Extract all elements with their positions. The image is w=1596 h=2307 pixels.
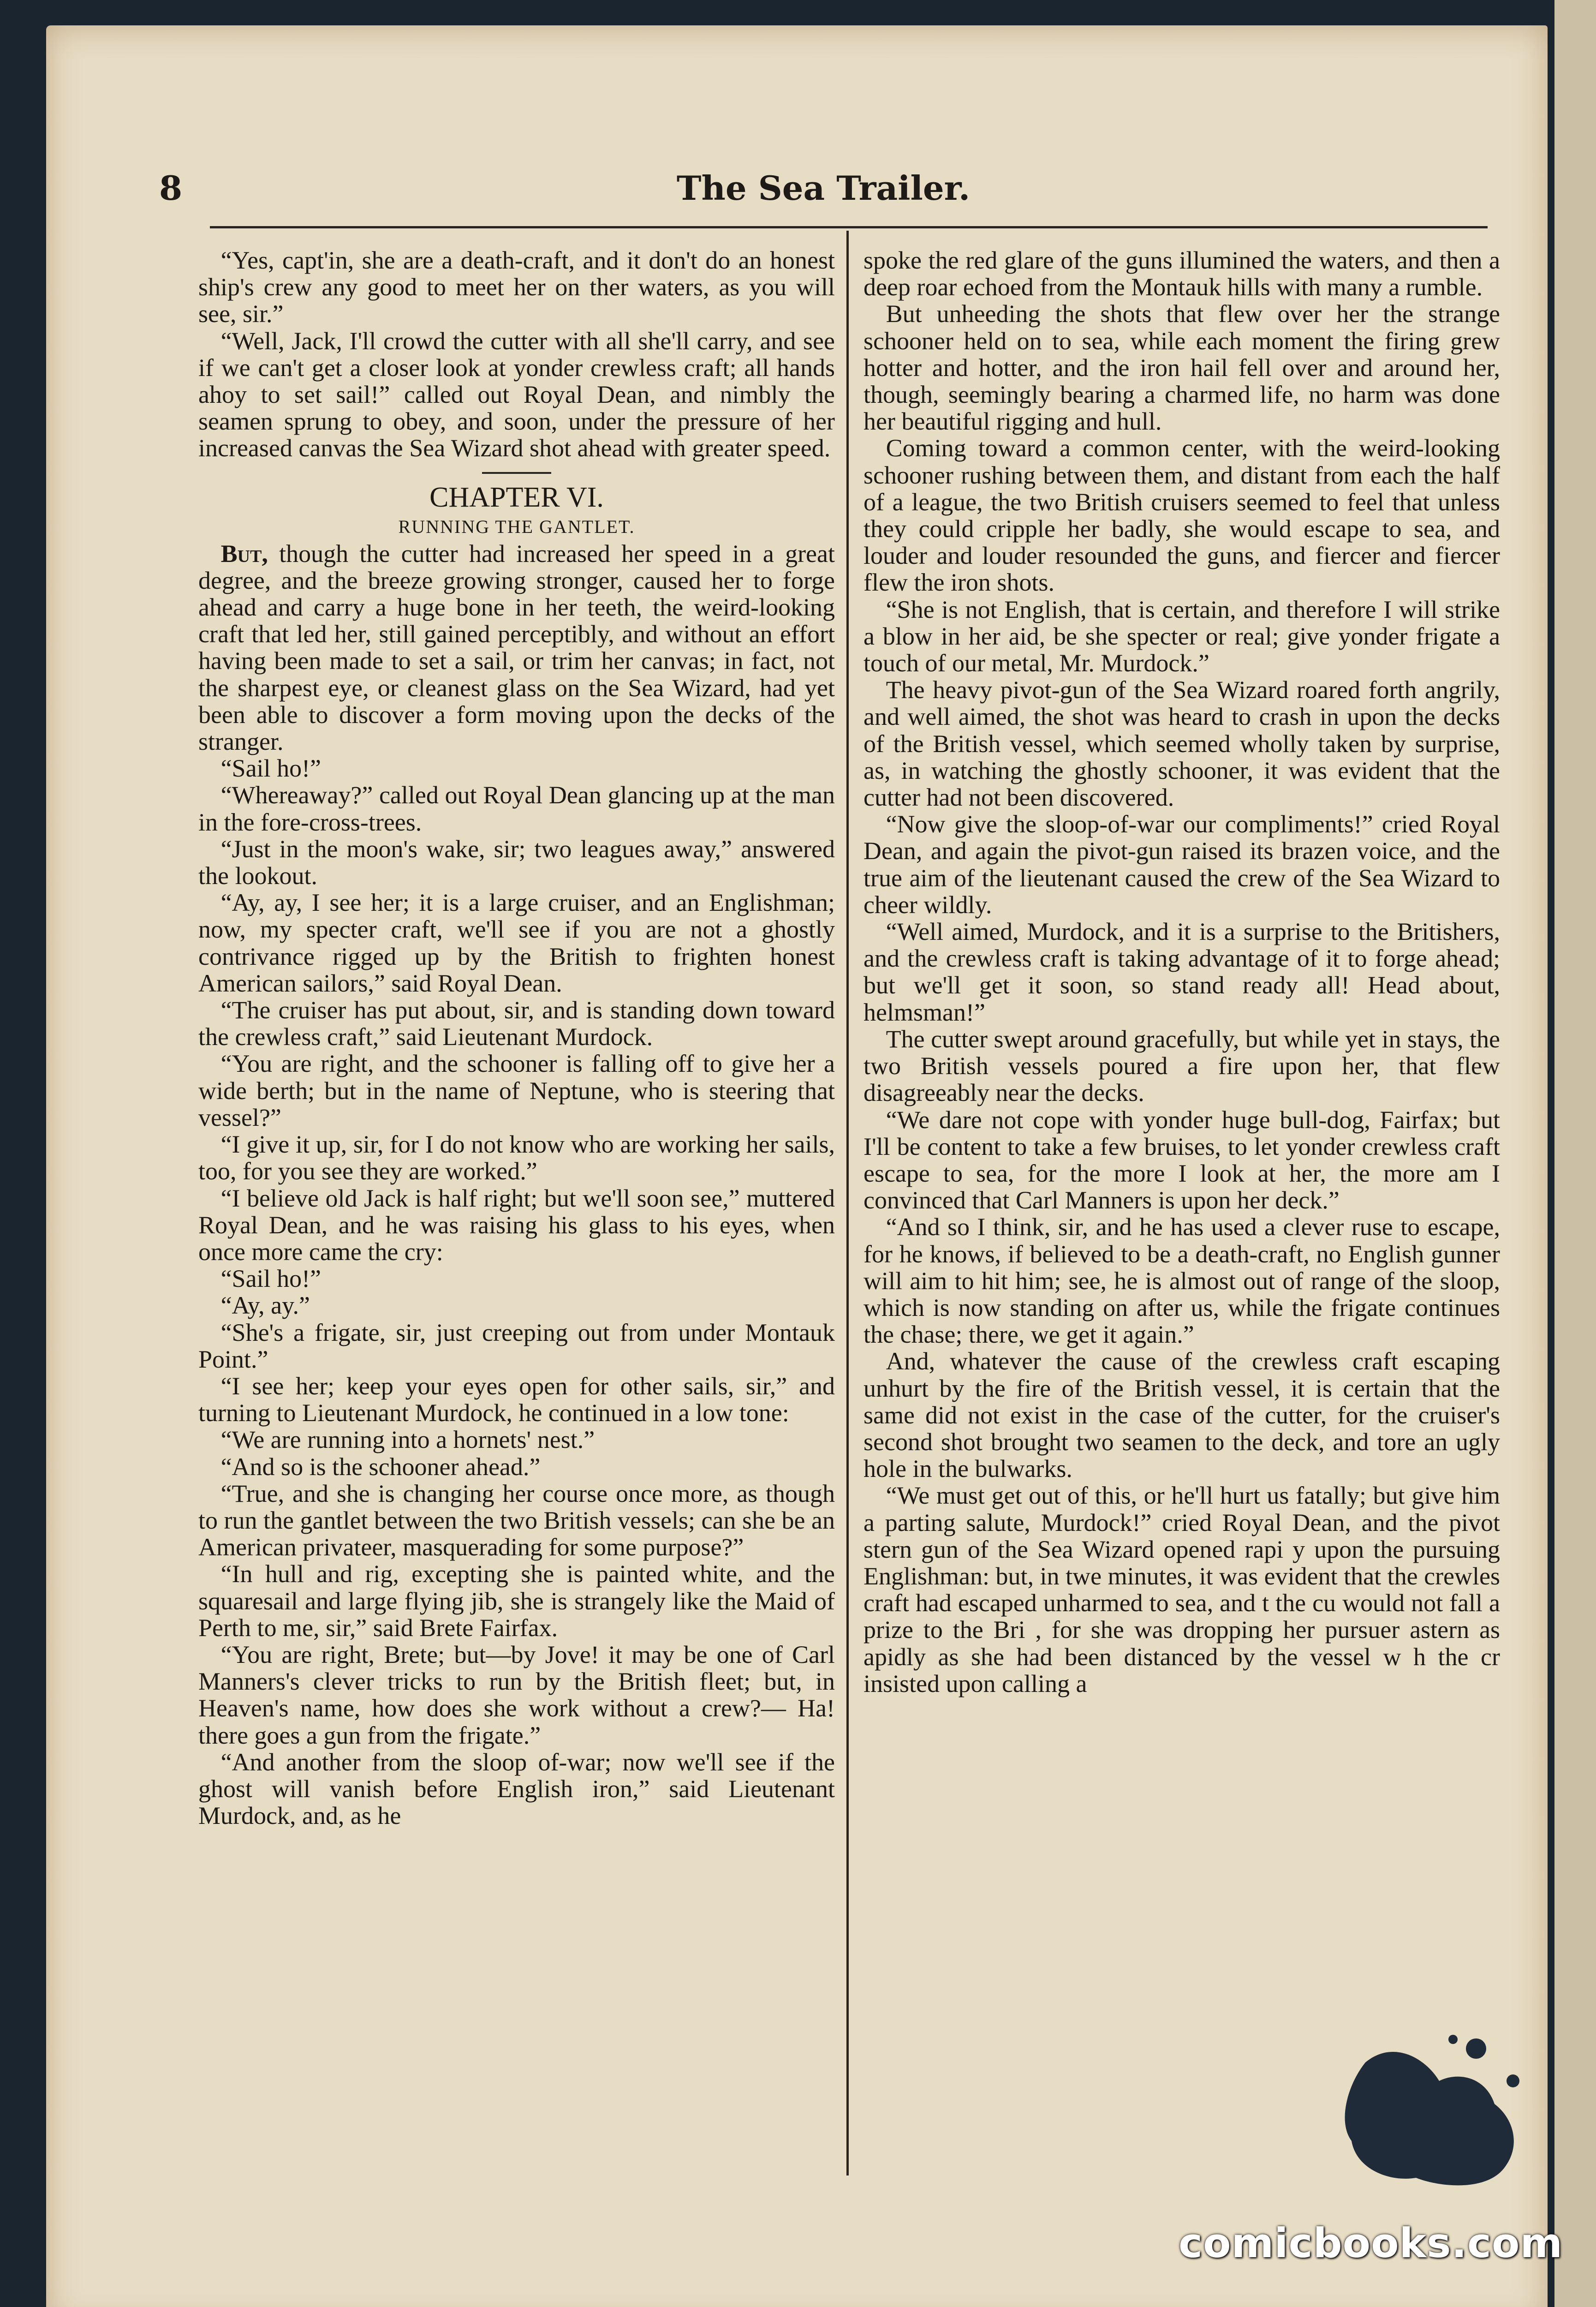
paragraph: “You are right, Brete; but—by Jove! it may be one of Carl Manners's clever tricks to run by the British fleet; but, in Heaven's name, how does she work without a crew?— Ha! there goes a gun from the frigate.” [198,1640,835,1749]
page-number: 8 [159,168,183,208]
chapter-heading: CHAPTER VI. [429,481,604,513]
paragraph: “I see her; keep your eyes open for other sails, sir,” and turning to Lieutenant Murdock, he continued in a low tone: [198,1372,835,1427]
paragraph: “Whereaway?” called out Royal Dean glancing up at the man in the fore-cross-trees. [198,781,835,836]
paragraph: But unheeding the shots that flew over her the strange schooner held on to sea, while each moment the firing grew hotter and hotter, and the iron hail fell over and around her, though, seemingly bearing a charmed life, no harm was done her beautiful rigging and hull. [864,300,1500,436]
ink-stain [1338,2030,1531,2196]
paragraph: “We dare not cope with yonder huge bull-dog, Fairfax; but I'll be content to take a few bruises, to let yonder crewless craft escape to sea, for the more I look at her, the more am I convinced that Carl Manners is upon her deck.” [864,1106,1500,1214]
paragraph: “In hull and rig, excepting she is painted white, and the squaresail and large flying jib, she is strangely like the Maid of Perth to me, sir,” said Brete Fairfax. [198,1560,835,1642]
paragraph: Coming toward a common center, with the weird-looking schooner rushing between them, and distant from each the half of a league, the two British cruisers seemed to feel that unless they could cripple her badly, she would escape to sea, and louder and louder resounded the guns, and fiercer and fiercer flew the iron shots. [864,434,1500,597]
chapter-subtitle: RUNNING THE GANTLET. [398,516,635,537]
paragraph: “Yes, capt'in, she are a death-craft, and it don't do an honest ship's crew any good to meet her on ther waters, as you will see, sir.” [198,246,835,328]
adjacent-page-edge [1554,0,1596,2307]
paragraph: And, whatever the cause of the crewless craft escaping unhurt by the fire of the British vessel, it is certain that the same did not exist in the case of the cutter, for the cruiser's second shot brought two seamen to the deck, and tore an ugly hole in the bulwarks. [864,1347,1500,1483]
paragraph [198,540,835,755]
paragraph: “Ay, ay.” [220,1291,310,1320]
watermark: comicbooks.com [1179,2219,1563,2267]
paragraph: “I give it up, sir, for I do not know who are working her sails, too, for you see they are worked.” [198,1130,835,1185]
paragraph: “You are right, and the schooner is falling off to give her a wide berth; but in the name of Neptune, who is steering that vessel?” [198,1050,835,1131]
page-header [159,168,1488,210]
header-rule [210,226,1488,228]
column-divider [846,231,849,2176]
left-column [198,247,835,1829]
paragraph: “True, and she is changing her course once more, as though to run the gantlet between the two British vessels; can she be an American privateer, masquerading for some purpose?” [198,1479,835,1561]
paragraph: “And so is the schooner ahead.” [220,1452,541,1481]
paragraph: “Well, Jack, I'll crowd the cutter with all she'll carry, and see if we can't get a closer look at yonder crewless craft; all hands ahoy to set sail!” called out Royal Dean, and nimbly the seamen sprung to obey, and soon, under the pressure of her increased canvas the Sea Wizard shot ahead with greater speed. [198,327,835,462]
paragraph: “I believe old Jack is half right; but we'll soon see,” muttered Royal Dean, and he was raising his glass to his eyes, when once more came the cry: [198,1184,835,1266]
paragraph: “Well aimed, Murdock, and it is a surprise to the Britishers, and the crewless craft is taking advantage of it to forge ahead; but we'll get it soon, so stand ready all! Head about, helmsman!” [864,918,1500,1026]
running-title: The Sea Trailer. [676,168,971,208]
paragraph: The cutter swept around gracefully, but while yet in stays, the two British vessels poured a fire upon her, that flew disagreeably near the decks. [864,1025,1500,1107]
paragraph: “Sail ho!” [220,754,322,783]
paragraph: The heavy pivot-gun of the Sea Wizard roared forth angrily, and well aimed, the shot was heard to crash in upon the decks of the British vessel, which seemed wholly taken by surprise, as, in watching the ghostly schooner, it was evident that the cutter had not been discovered. [864,676,1500,812]
paragraph-text: though the cutter had increased her speed in a great degree, and the breeze growing stronger, caused her to forge ahead and carry a huge bone in her teeth, the weird-looking craft that led her, still gained perceptibly, and without an effort having been made to set a sail, or trim her canvas; in fact, not the sharpest eye, or cleanest glass on the Sea Wizard, had yet been able to discover a form moving upon the decks of the stranger. [198,539,835,756]
right-column [864,247,1500,1697]
paragraph: “Just in the moon's wake, sir; two leagues away,” answered the lookout. [198,835,835,890]
paragraph: “And another from the sloop of-war; now we'll see if the ghost will vanish before English iron,” said Lieutenant Murdock, and, as he [198,1748,835,1830]
paragraph: “We are running into a hornets' nest.” [220,1426,595,1454]
paragraph: “She's a frigate, sir, just creeping out from under Montauk Point.” [198,1318,835,1373]
paragraph: “The cruiser has put about, sir, and is standing down toward the crewless craft,” said Lieutenant Murdock. [198,996,835,1051]
paragraph: “Ay, ay, I see her; it is a large cruiser, and an Englishman; now, my specter craft, we'll see if you are not a ghostly contrivance rigged up by the British to frighten honest American sailors,” said Royal Dean. [198,889,835,997]
paragraph: spoke the red glare of the guns illumined the waters, and then a deep roar echoed from the Montauk hills with many a rumble. [864,246,1500,301]
paragraph: “And so I think, sir, and he has used a clever ruse to escape, for he knows, if believed to be a death-craft, no English gunner will aim to hit him; see, he is almost out of range of the sloop, which is now standing on after us, while the frigate continues the chase; there, we get it again.” [864,1213,1500,1349]
chapter-rule [482,472,551,474]
paragraph: “Now give the sloop-of-war our compliments!” cried Royal Dean, and again the pivot-gun raised its brazen voice, and the true aim of the lieutenant caused the crew of the Sea Wizard to cheer wildly. [864,810,1500,919]
paragraph: “She is not English, that is certain, and therefore I will strike a blow in her aid, be she specter or real; give yonder frigate a touch of our metal, Mr. Murdock.” [864,595,1500,677]
paragraph: “Sail ho!” [220,1265,322,1293]
paragraph: “We must get out of this, or he'll hurt us fatally; but give him a parting salute, Murdock!” cried Royal Dean, and the pivot stern gun of the Sea Wizard opened rapi y upon the pursuing Englishman: but, in twe minutes, it was evident that the crewles craft had escaped unharmed to sea, and t the cu would not fall a prize to the Bri , for she was dropping her pursuer astern as apidly as she had been distanced by the vessel w h the cr insisted upon calling a [864,1482,1500,1697]
paragraph-lead: But, [220,539,268,568]
